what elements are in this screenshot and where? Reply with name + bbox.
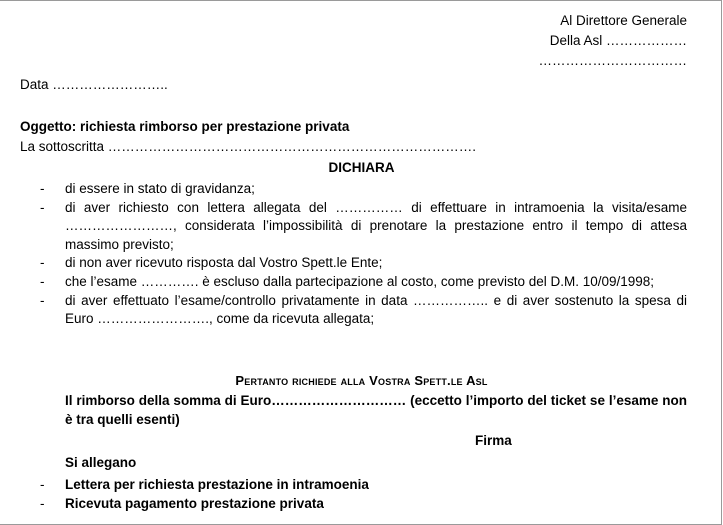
declares-heading: DICHIARA xyxy=(328,160,395,175)
list-item xyxy=(20,273,687,292)
signature-label: Firma xyxy=(475,433,512,448)
declaration-text: di aver richiesto con lettera allegata del …………… di effettuare in intramoenia la visita/esame ……………………, considerata l’impossibilità di prenotare la prestazione entro il tempo di attesa massimo previsto; xyxy=(65,199,687,252)
date-line: Data …………………….. xyxy=(20,77,168,92)
dash-bullet: - xyxy=(40,255,45,271)
declaration-text: di aver effettuato l’esame/controllo privatamente in data …………….. e di aver sostenuto la spesa di Euro ……………………., come da ricevuta allegata; xyxy=(65,292,687,327)
subject-line: Oggetto: richiesta rimborso per prestazione privata xyxy=(20,119,350,134)
list-item xyxy=(20,180,687,199)
attachment-text: Lettera per richiesta prestazione in intramoenia xyxy=(65,477,369,492)
list-item xyxy=(20,475,369,494)
attachments-list xyxy=(20,475,369,513)
declaration-text: che l’esame …………. è escluso dalla partecipazione al costo, come previsto del D.M. 10/09/1998; xyxy=(65,273,655,289)
dash-bullet: - xyxy=(40,477,45,492)
list-item xyxy=(20,494,369,513)
recipient-blank: …………………………… xyxy=(538,53,687,68)
therefore-heading xyxy=(0,373,723,388)
recipient-address xyxy=(539,11,688,71)
therefore-text: Pertanto richiede alla Vostra Spett.le Asl xyxy=(235,373,488,388)
refund-request: Il rimborso della somma di Euro………………………… (eccetto l’importo del ticket se l’esame non è tra quelli esenti) xyxy=(65,393,687,427)
list-item xyxy=(20,292,687,329)
dash-bullet: - xyxy=(40,181,45,196)
recipient-title: Al Direttore Generale xyxy=(560,13,687,28)
attachment-text: Ricevuta pagamento prestazione privata xyxy=(65,496,324,511)
dash-bullet: - xyxy=(40,292,45,308)
undersigned-line: La sottoscritta ………………………………………………………………………. xyxy=(20,139,477,154)
dash-bullet: - xyxy=(40,496,45,511)
declarations-list xyxy=(20,180,687,329)
recipient-asl: Della Asl ……………… xyxy=(549,33,687,48)
list-item xyxy=(20,254,687,273)
dash-bullet: - xyxy=(40,273,45,289)
declaration-text: di non aver ricevuto risposta dal Vostro Spett.le Ente; xyxy=(65,255,383,271)
declaration-text: di essere in stato di gravidanza; xyxy=(65,181,255,196)
list-item xyxy=(20,199,687,255)
dash-bullet: - xyxy=(40,199,45,215)
attachments-heading: Si allegano xyxy=(65,455,137,470)
